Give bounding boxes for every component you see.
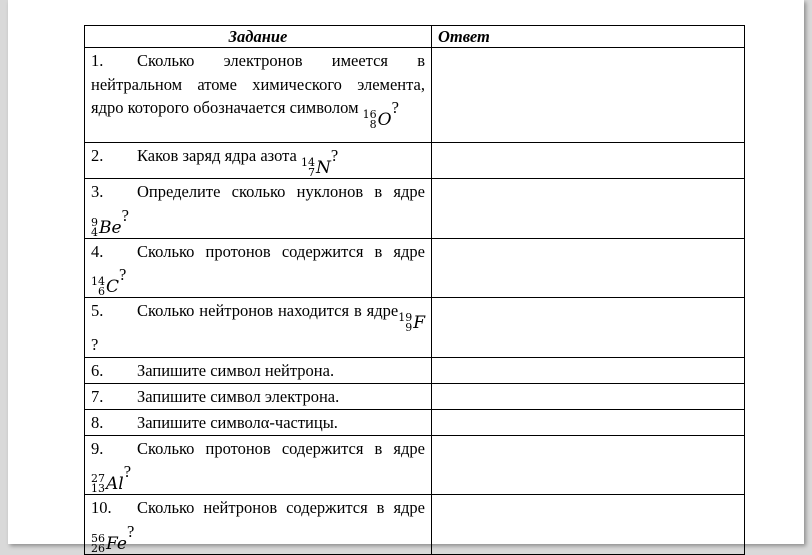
answer-cell[interactable] bbox=[432, 143, 745, 179]
nuclide-notation bbox=[91, 474, 124, 494]
question-cell bbox=[85, 143, 432, 179]
question-cell bbox=[85, 238, 432, 298]
question-text: Сколько протонов содержится в ядре bbox=[137, 438, 425, 458]
question-cell bbox=[85, 409, 432, 435]
question-text: Сколько нейтронов содержится в ядре bbox=[137, 498, 425, 517]
mass-number: 9 bbox=[91, 215, 98, 229]
answer-cell[interactable] bbox=[432, 435, 745, 495]
question-cell bbox=[85, 435, 432, 495]
answer-cell[interactable] bbox=[432, 179, 745, 239]
mass-number: 56 bbox=[91, 531, 105, 545]
question-cell bbox=[85, 179, 432, 239]
question-text: Запишите символ электрона. bbox=[137, 386, 340, 406]
answer-cell[interactable] bbox=[432, 298, 745, 358]
question-number: 9. bbox=[91, 438, 104, 458]
question-text: Сколько протонов содержится в ядре bbox=[137, 241, 425, 261]
question-number: 4. bbox=[91, 241, 104, 261]
table-row bbox=[85, 357, 745, 383]
question-cell bbox=[85, 48, 432, 143]
answer-cell[interactable] bbox=[432, 48, 745, 143]
element-symbol: F bbox=[413, 313, 425, 333]
table-row bbox=[85, 179, 745, 239]
table-row bbox=[85, 409, 745, 435]
tasks-table bbox=[84, 25, 745, 555]
table-row bbox=[85, 383, 745, 409]
element-symbol: N bbox=[315, 158, 331, 178]
mass-number: 27 bbox=[91, 472, 105, 485]
question-number: 3. bbox=[91, 182, 104, 201]
answer-cell[interactable] bbox=[432, 357, 745, 383]
nuclide-notation bbox=[301, 158, 331, 178]
table-row bbox=[85, 435, 745, 495]
question-number: 1. bbox=[91, 51, 104, 70]
table-header-row bbox=[85, 26, 745, 48]
nuclide-notation bbox=[91, 215, 122, 239]
atomic-number: 6 bbox=[98, 285, 105, 298]
element-symbol: Al bbox=[106, 474, 124, 494]
element-symbol: C bbox=[106, 277, 120, 297]
question-number: 7. bbox=[91, 386, 104, 406]
question-mark: ? bbox=[91, 335, 99, 354]
atomic-number: 8 bbox=[369, 118, 377, 131]
question-number: 8. bbox=[91, 412, 104, 432]
atomic-number: 4 bbox=[91, 225, 98, 239]
question-number: 6. bbox=[91, 360, 104, 380]
question-number: 2. bbox=[91, 146, 104, 165]
table-row bbox=[85, 48, 745, 143]
answer-cell[interactable] bbox=[432, 383, 745, 409]
question-cell bbox=[85, 298, 432, 358]
question-cell bbox=[85, 495, 432, 555]
answer-cell[interactable] bbox=[432, 409, 745, 435]
question-mark: ? bbox=[126, 521, 135, 541]
atomic-number: 13 bbox=[91, 482, 105, 495]
table-row bbox=[85, 238, 745, 298]
question-number: 5. bbox=[91, 301, 104, 320]
mass-number: 16 bbox=[362, 108, 377, 121]
mass-number: 19 bbox=[398, 311, 413, 324]
mass-number: 14 bbox=[91, 275, 105, 288]
header-task: Задание bbox=[85, 26, 432, 48]
question-mark: ? bbox=[119, 265, 127, 284]
question-number: 10. bbox=[91, 498, 112, 517]
table-row bbox=[85, 298, 745, 358]
atomic-number: 7 bbox=[307, 166, 315, 179]
atomic-number: 26 bbox=[91, 541, 105, 555]
element-symbol: O bbox=[377, 110, 392, 130]
question-mark: ? bbox=[123, 462, 132, 481]
element-symbol: Fe bbox=[106, 533, 127, 554]
table-row bbox=[85, 495, 745, 555]
atomic-number: 9 bbox=[405, 321, 413, 334]
question-text: Запишите символ нейтрона. bbox=[137, 360, 335, 380]
document-page bbox=[8, 0, 804, 555]
question-text: Определите сколько нуклонов в ядре bbox=[137, 182, 425, 201]
header-answer: Ответ bbox=[432, 26, 745, 48]
answer-cell[interactable] bbox=[432, 495, 745, 555]
nuclide-notation bbox=[363, 110, 392, 130]
question-text: Сколько нейтронов находится в ядре bbox=[137, 301, 399, 320]
element-symbol: Be bbox=[99, 217, 122, 238]
question-mark: ? bbox=[391, 98, 399, 117]
question-text: Сколько электронов имеется в нейтральном атоме химического элемента, ядро которого обозначается символом bbox=[91, 51, 425, 117]
table-row bbox=[85, 143, 745, 179]
question-mark: ? bbox=[121, 205, 129, 225]
question-text: Запишите символα-частицы. bbox=[137, 412, 338, 432]
answer-cell[interactable] bbox=[432, 238, 745, 298]
question-mark: ? bbox=[330, 146, 339, 165]
question-cell bbox=[85, 357, 432, 383]
question-text: Каков заряд ядра азота bbox=[137, 146, 301, 165]
mass-number: 14 bbox=[300, 156, 315, 169]
nuclide-notation bbox=[91, 277, 119, 297]
question-cell bbox=[85, 383, 432, 409]
nuclide-notation bbox=[398, 313, 425, 333]
